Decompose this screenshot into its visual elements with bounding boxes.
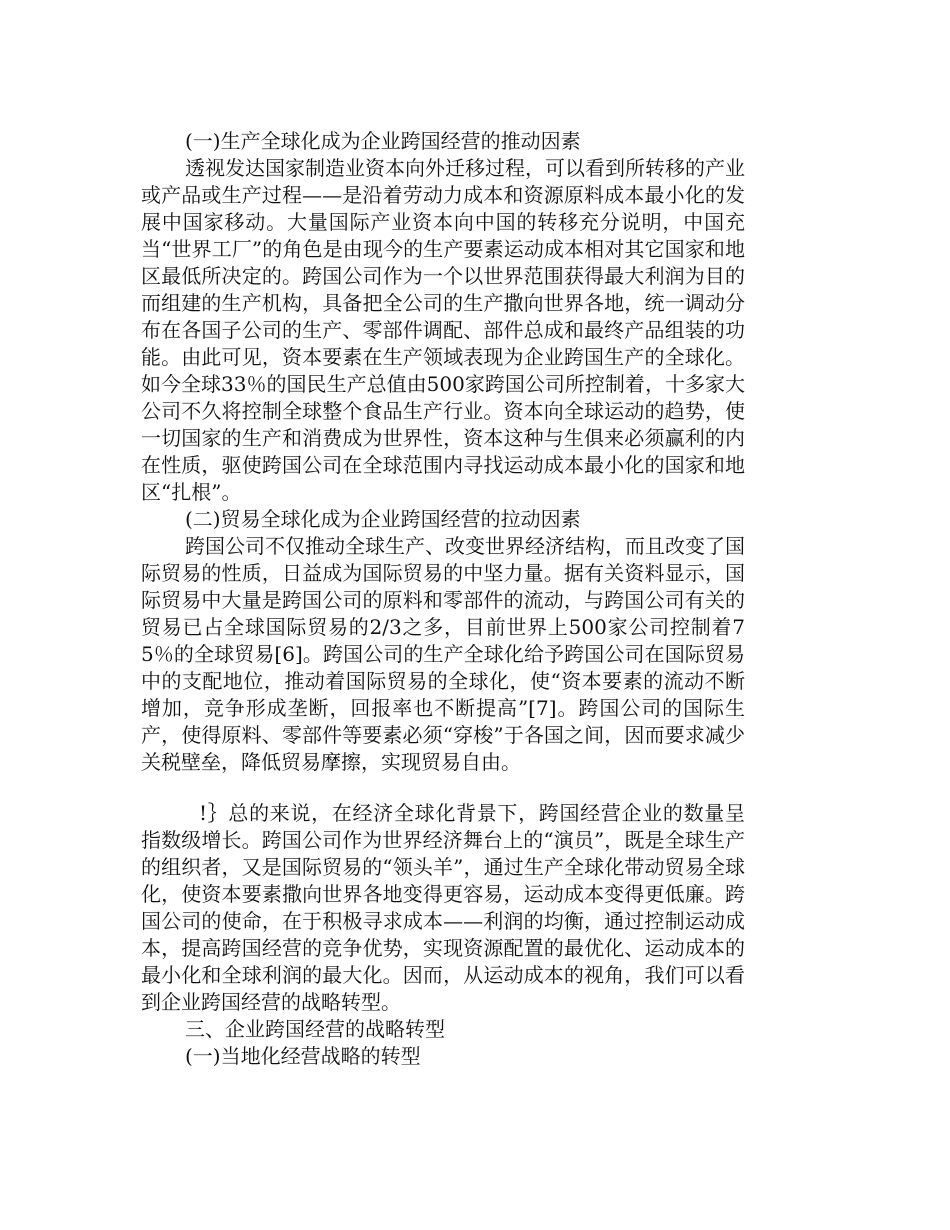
- subsection-heading-1: (一)当地化经营战略的转型: [185, 1044, 421, 1068]
- blank-line: [141, 776, 745, 800]
- paragraph-2: 跨国公司不仅推动全球生产、改变世界经济结构，而且改变了国际贸易的性质，日益成为国际贸易的中坚力量。据有关资料显示，国际贸易中大量是跨国公司的原料和零部件的流动，与跨国公司有关的贸易已占全球国际贸易的2/3之多，目前世界上500家公司控制着75％的全球贸易[6]。跨国公司的生产全球化给予跨国公司在国际贸易中的支配地位，推动着国际贸易的全球化，使“资本要素的流动不断增加，竞争形成垄断，回报率也不断提高”[7]。跨国公司的国际生产，使得原料、零部件等要素必须“穿梭”于各国之间，因而要求减少关税壁垒，降低贸易摩擦，实现贸易自由。: [141, 534, 745, 774]
- paragraph-1: 透视发达国家制造业资本向外迁移过程，可以看到所转移的产业或产品或生产过程——是沿着劳动力成本和资源原料成本最小化的发展中国家移动。大量国际产业资本向中国的转移充分说明，中国充当“世界工厂”的角色是由现今的生产要素运动成本相对其它国家和地区最低所决定的。跨国公司作为一个以世界范围获得最大利润为目的而组建的生产机构，具备把全公司的生产撒向世界各地，统一调动分布在各国子公司的生产、零部件调配、部件总成和最终产品组装的功能。由此可见，资本要素在生产领域表现为企业跨国生产的全球化。如今全球33％的国民生产总值由500家跨国公司所控制着，十多家大公司不久将控制全球整个食品生产行业。资本向全球运动的趋势，使一切国家的生产和消费成为世界性，资本这种与生俱来必须赢利的内在性质，驱使跨国公司在全球范围内寻找运动成本最小化的国家和地区“扎根”。: [141, 156, 745, 504]
- section-heading-2: (二)贸易全球化成为企业跨国经营的拉动因素: [185, 507, 581, 531]
- paragraph-3: !｝总的来说，在经济全球化背景下，跨国经营企业的数量呈指数级增长。跨国公司作为世界经济舞台上的“演员”，既是全球生产的组织者，又是国际贸易的“领头羊”，通过生产全球化带动贸易全球化，使资本要素撒向世界各地变得更容易，运动成本变得更低廉。跨国公司的使命，在于积极寻求成本——利润的均衡，通过控制运动成本，提高跨国经营的竞争优势，实现资源配置的最优化、运动成本的最小化和全球利润的最大化。因而，从运动成本的视角，我们可以看到企业跨国经营的战略转型。: [141, 801, 745, 1014]
- section-heading-3: 三、企业跨国经营的战略转型: [185, 1017, 445, 1041]
- section-heading-1: (一)生产全球化成为企业跨国经营的推动因素: [185, 129, 581, 153]
